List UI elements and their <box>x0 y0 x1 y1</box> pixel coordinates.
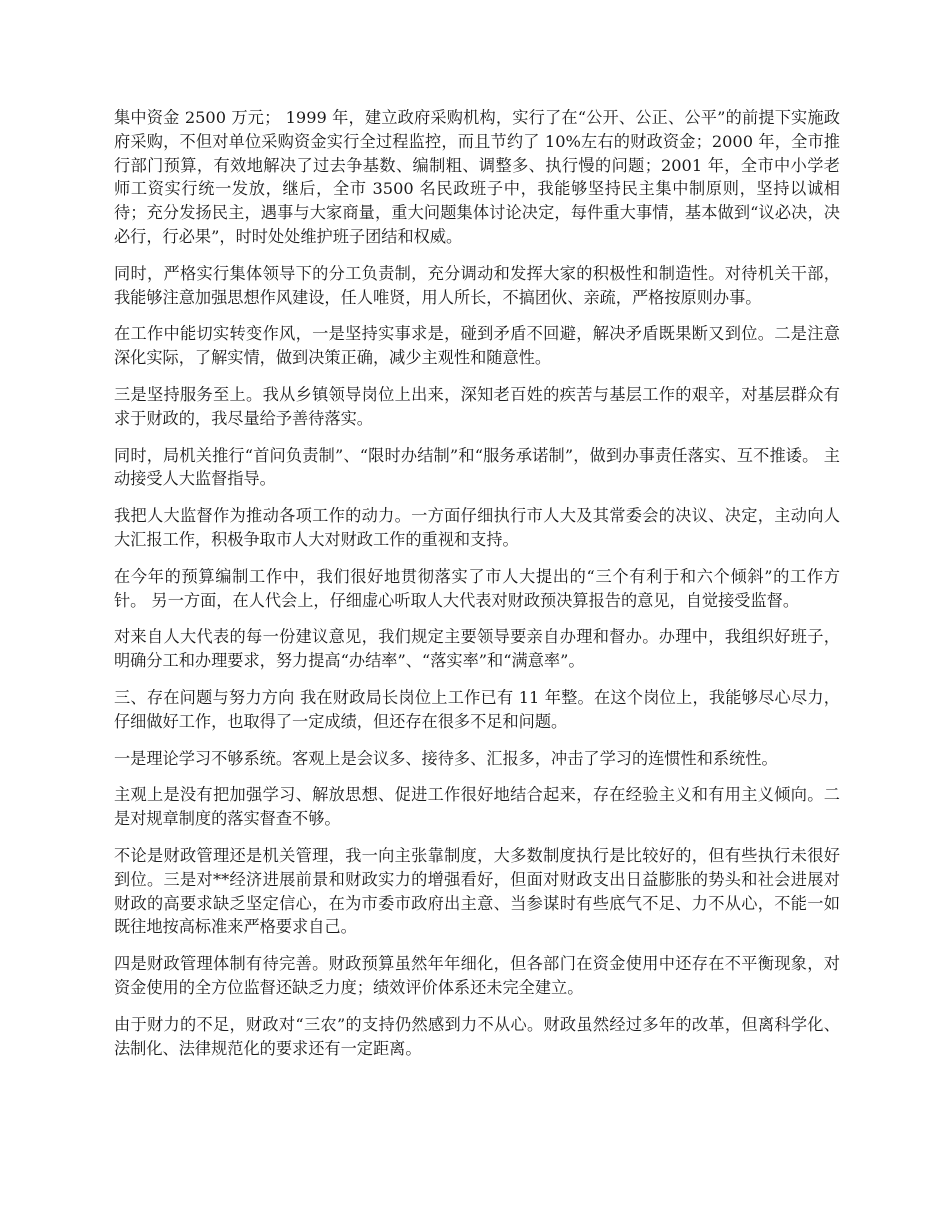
paragraph-10: 一是理论学习不够系统。客观上是会议多、接待多、汇报多，冲击了学习的连惯性和系统性。 <box>114 748 778 768</box>
document-body <box>114 106 840 1060</box>
paragraph-5: 同时，局机关推行“首问负责制”、“限时办结制”和“服务承诺制”，做到办事责任落实、互不推诿。 主动接受人大监督指导。 <box>114 445 840 489</box>
paragraph-2: 同时，严格实行集体领导下的分工负责制，充分调动和发挥大家的积极性和制造性。对待机关干部，我能够注意加强思想作风建设，任人唯贤，用人所长，不搞团伙、亲疏，严格按原则办事。 <box>114 263 840 307</box>
paragraph-12: 不论是财政管理还是机关管理，我一向主张靠制度，大多数制度执行是比较好的，但有些执行未很好到位。三是对**经济进展前景和财政实力的增强看好，但面对财政支出日益膨胀的势头和社会进展对财政的高要求缺乏坚定信心，在为市委市政府出主意、当参谋时有些底气不足、力不从心，不能一如既往地按高标准来严格要求自己。 <box>114 845 840 937</box>
paragraph-9: 三、存在问题与努力方向 我在财政局长岗位上工作已有 11 年整。在这个岗位上，我能够尽心尽力，仔细做好工作，也取得了一定成绩，但还存在很多不足和问题。 <box>114 687 840 731</box>
paragraph-8: 对来自人大代表的每一份建议意见，我们规定主要领导要亲自办理和督办。办理中，我组织好班子，明确分工和办理要求，努力提高“办结率”、“落实率”和“满意率”。 <box>114 627 840 671</box>
paragraph-7: 在今年的预算编制工作中，我们很好地贯彻落实了市人大提出的“三个有利于和六个倾斜”的工作方针。 另一方面，在人代会上，仔细虚心听取人大代表对财政预决算报告的意见，自觉接受监督。 <box>114 566 840 610</box>
paragraph-14: 由于财力的不足，财政对“三农”的支持仍然感到力不从心。财政虽然经过多年的改革，但离科学化、法制化、法律规范化的要求还有一定距离。 <box>114 1014 840 1058</box>
paragraph-1: 集中资金 2500 万元； 1999 年，建立政府采购机构，实行了在“公开、公正、公平”的前提下实施政府采购，不但对单位采购资金实行全过程监控，而且节约了 10%左右的财政资金；2000 年，全市推行部门预算，有效地解决了过去争基数、编制粗、调整多、执行慢的问题；2001 年，全市中小学老师工资实行统一发放，继后，全市 3500 名民政班子中，我能够坚持民主集中制原则，坚持以诚相待；充分发扬民主，遇事与大家商量，重大问题集体讨论决定，每件重大事情，基本做到“议必决，决必行，行必果”，时时处处维护班子团结和权威。 <box>114 108 840 246</box>
paragraph-6: 我把人大监督作为推动各项工作的动力。一方面仔细执行市人大及其常委会的决议、决定，主动向人大汇报工作，积极争取市人大对财政工作的重视和支持。 <box>114 506 840 549</box>
paragraph-4: 三是坚持服务至上。我从乡镇领导岗位上出来，深知老百姓的疾苦与基层工作的艰辛，对基层群众有求于财政的，我尽量给予善待落实。 <box>114 384 840 428</box>
paragraph-3: 在工作中能切实转变作风，一是坚持实事求是，碰到矛盾不回避，解决矛盾既果断又到位。二是注意深化实际，了解实情，做到决策正确，减少主观性和随意性。 <box>114 324 840 368</box>
paragraph-13: 四是财政管理体制有待完善。财政预算虽然年年细化，但各部门在资金使用中还存在不平衡现象，对资金使用的全方位监督还缺乏力度；绩效评价体系还未完全建立。 <box>114 954 840 997</box>
paragraph-11: 主观上是没有把加强学习、解放思想、促进工作很好地结合起来，存在经验主义和有用主义倾向。二是对规章制度的落实督查不够。 <box>114 785 840 829</box>
